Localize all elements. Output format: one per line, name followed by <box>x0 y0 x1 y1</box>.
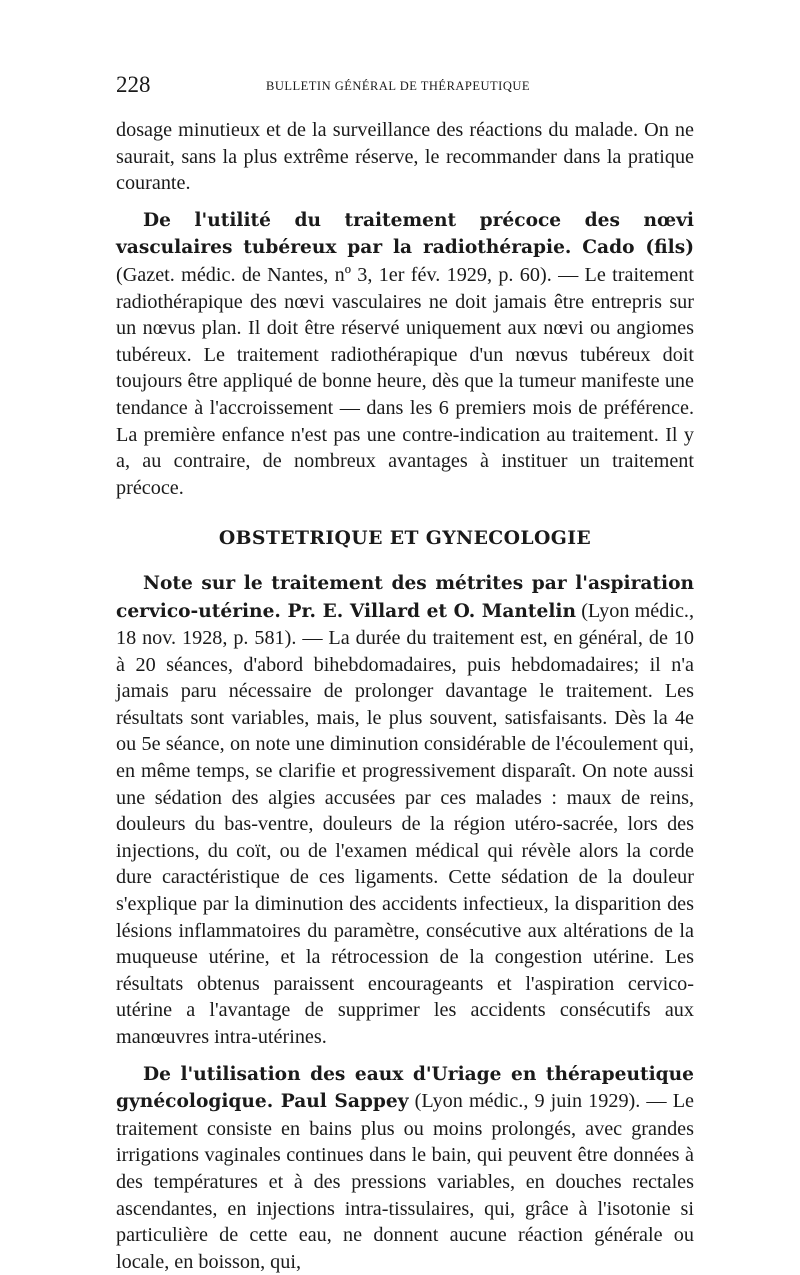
entry-metrites-aspiration <box>116 570 694 1051</box>
entry-nevi-radiotherapy <box>116 207 694 502</box>
section-heading: OBSTETRIQUE ET GYNECOLOGIE <box>218 527 592 550</box>
entry-source: (Lyon médic., 18 nov. 1928, p. 581). <box>116 599 694 650</box>
entry-uriage-waters <box>116 1061 694 1275</box>
continuation-paragraph: dosage minutieux et de la surveillance des réactions du malade. On ne saurait, sans la plus extrême réserve, le recommander dans la pratique courante. <box>116 119 694 195</box>
entry-title: De l'utilisation des eaux d'Uriage en thérapeutique gynécologique. Paul Sappey <box>116 1063 694 1113</box>
page-content <box>116 117 694 1275</box>
entry-title: Note sur le traitement des métrites par l'aspiration cervico-utérine. Pr. E. Villard et O. Mantelin <box>116 572 694 622</box>
entry-body: — La durée du traitement est, en général, de 10 à 20 séances, d'abord bihebdomadaires, puis hebdomadaires; il n'a jamais paru nécessaire de prolonger davantage le traitement. Les résultats sont variables, mais, le plus souvent, satisfaisants. Dès la 4e ou 5e séance, on note une diminution considérable de l'écoulement qui, en même temps, se clarifie et progressivement disparaît. On note aussi une sédation des algies accusées par ces malades : maux de reins, douleurs du bas-ventre, douleurs de la région utéro-sacrée, lors des injections, du coït, ou de l'examen médical qui révèle alors la corde dure caractéristique de ces ligaments. Cette sédation de la douleur s'explique par la diminution des accidents infectieux, la disparition des lésions inflammatoires du paramètre, consécutive aux altérations de la muqueuse utérine, et la rétrocession de la congestion utérine. Les résultats obtenus paraissent encourageants et l'aspiration cervico-utérine a l'avantage de supprimer les accidents consécutifs aux manœuvres intra-utérines. <box>116 627 695 1048</box>
entry-body: — Le traitement consiste en bains plus ou moins prolongés, avec grandes irrigations vaginales continues dans le bain, qui peuvent être données à des températures et à des pressions variables, en douches rectales ascendantes, en injections intra-tissulaires, qui, grâce à l'isotonie si particulière de cette eau, ne donnent aucune réaction générale ou locale, en boisson, qui, <box>116 1090 695 1273</box>
running-title: BULLETIN GÉNÉRAL DE THÉRAPEUTIQUE <box>266 79 531 93</box>
page-number: 228 <box>116 72 151 97</box>
entry-source: (Gazet. médic. de Nantes, nº 3, 1er fév. 1929, p. 60). <box>116 263 552 286</box>
entry-title: De l'utilité du traitement précoce des nœvi vasculaires tubéreux par la radiothérapie. Cado (fils) <box>116 209 694 259</box>
entry-body: — Le traitement radiothérapique des nœvi vasculaires ne doit jamais être entrepris sur un nœvus plan. Il doit être réservé uniquement aux nœvi ou angiomes tubéreux. Le traitement radiothérapique d'un nœvus tubéreux doit toujours être appliqué de bonne heure, dès que la tumeur manifeste une tendance à l'accroissement — dans les 6 premiers mois de préférence. La première enfance n'est pas une contre-indication au traitement. Il y a, au contraire, de nombreux avantages à instituer un traitement précoce. <box>116 263 694 499</box>
page-header <box>116 72 696 100</box>
entry-source: (Lyon médic., 9 juin 1929). <box>414 1090 641 1113</box>
